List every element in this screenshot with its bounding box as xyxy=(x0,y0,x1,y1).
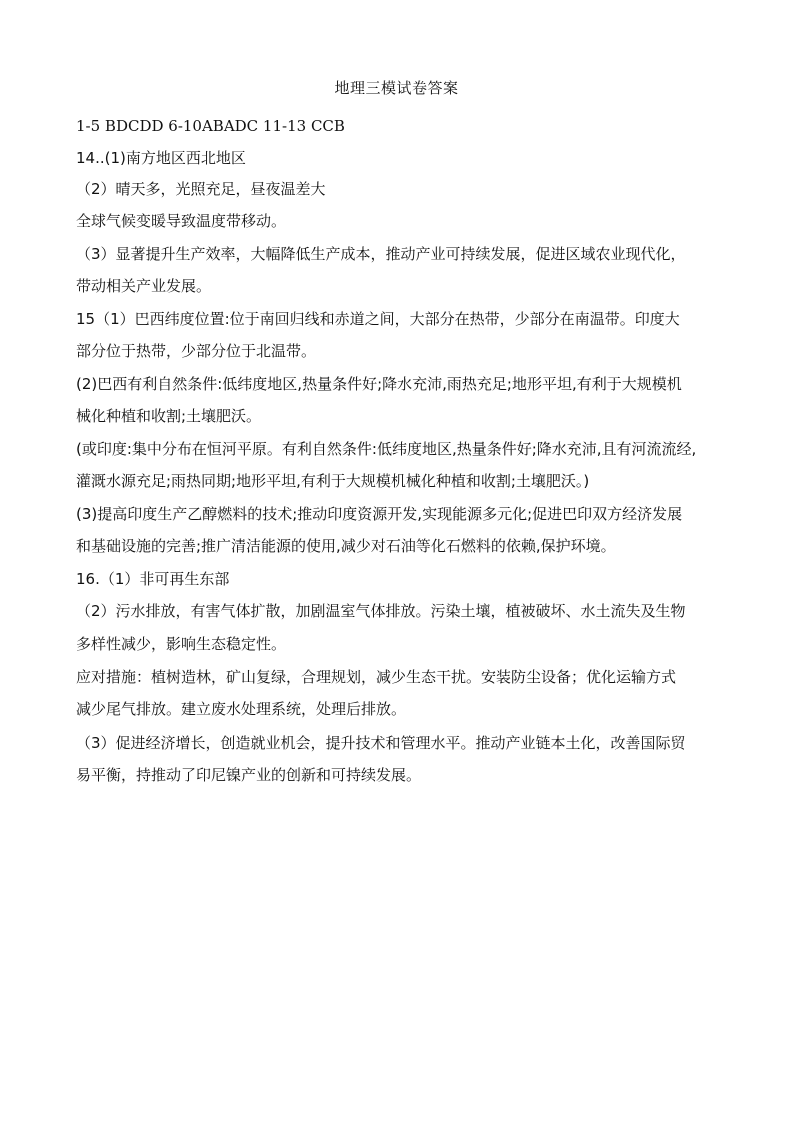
answer-line-15-2-alt: (或印度:集中分布在恒河平原。有利自然条件:低纬度地区,热量条件好;降水充沛,且有河流流经, xyxy=(76,440,697,458)
page-title: 地理三模试卷答案 xyxy=(334,79,459,97)
answer-line-14-2b: 全球气候变暖导致温度带移动。 xyxy=(76,212,287,230)
answer-line-16-measures-b: 减少尾气排放。建立废水处理系统，处理后排放。 xyxy=(76,700,407,718)
answer-line-16-2b: 多样性减少，影响生态稳定性。 xyxy=(76,635,287,653)
answer-line-15-2-alt-b: 灌溉水源充足;雨热同期;地形平坦,有利于大规模机械化种植和收割;土壤肥沃。) xyxy=(76,472,590,490)
answer-line-16-3b: 易平衡，持推动了印尼镍产业的创新和可持续发展。 xyxy=(76,766,422,784)
answer-line-15-1b: 部分位于热带，少部分位于北温带。 xyxy=(76,342,317,360)
answer-line-16-2: （2）污水排放，有害气体扩散，加剧温室气体排放。污染土壤，植被破坏、水土流失及生物 xyxy=(76,602,686,620)
answer-line-15-3b: 和基础设施的完善;推广清洁能源的使用,减少对石油等化石燃料的依赖,保护环境。 xyxy=(76,537,616,555)
answer-line-14-2: （2）晴天多，光照充足，昼夜温差大 xyxy=(76,180,326,198)
answer-line-16-1: 16.（1）非可再生东部 xyxy=(76,570,230,588)
answer-line-15-2b: 械化种植和收割;土壤肥沃。 xyxy=(76,407,262,425)
answer-line-14-1: 14..(1)南方地区西北地区 xyxy=(76,149,246,167)
answer-line-mc: 1-5 BDCDD 6-10ABADC 11-13 CCB xyxy=(76,117,345,135)
answer-line-15-1: 15（1）巴西纬度位置:位于南回归线和赤道之间，大部分在热带，少部分在南温带。印度大 xyxy=(76,310,680,328)
answer-line-14-3: （3）显著提升生产效率，大幅降低生产成本，推动产业可持续发展，促进区域农业现代化， xyxy=(76,245,686,263)
answer-line-15-2: (2)巴西有利自然条件:低纬度地区,热量条件好;降水充沛,雨热充足;地形平坦,有利于大规模机 xyxy=(76,375,682,393)
answer-line-14-3b: 带动相关产业发展。 xyxy=(76,277,212,295)
answer-line-16-3: （3）促进经济增长，创造就业机会，提升技术和管理水平。推动产业链本土化，改善国际贸 xyxy=(76,734,686,752)
answer-line-16-measures: 应对措施：植树造林，矿山复绿，合理规划，减少生态干扰。安装防尘设备；优化运输方式 xyxy=(76,668,677,686)
answer-line-15-3: (3)提高印度生产乙醇燃料的技术;推动印度资源开发,实现能源多元化;促进巴印双方经济发展 xyxy=(76,505,683,523)
